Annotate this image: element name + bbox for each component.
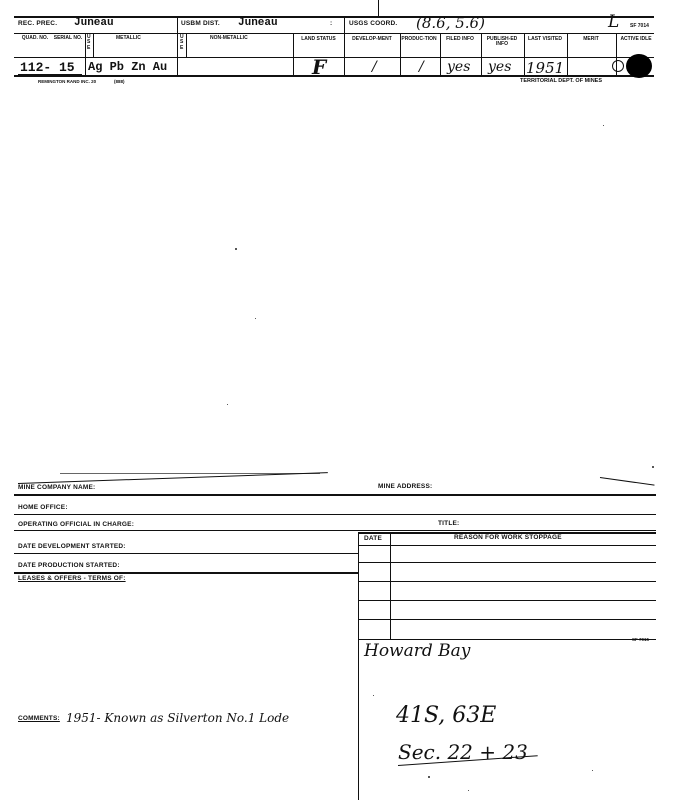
colon-mark: : bbox=[330, 20, 333, 27]
active-indicator-icon bbox=[612, 60, 624, 72]
usgs-coord-value: (8.6, 5.6) bbox=[416, 14, 485, 32]
note-sections: Sec. 22 + 23 bbox=[398, 740, 528, 764]
corner-mark: L bbox=[608, 12, 620, 32]
rec-prec-label: REC. PREC. bbox=[18, 20, 58, 27]
land-status-value: F bbox=[312, 55, 327, 79]
col-use-nonmetallic: U S E bbox=[180, 34, 184, 51]
development-value: / bbox=[372, 59, 377, 75]
mine-address-label: MINE ADDRESS: bbox=[378, 483, 433, 490]
edge-line bbox=[600, 477, 655, 486]
usgs-coord-label: USGS COORD. bbox=[349, 20, 398, 27]
rule bbox=[358, 639, 656, 640]
speck bbox=[373, 695, 374, 696]
col-serial-no: SERIAL NO. bbox=[53, 35, 83, 41]
rule-mid bbox=[14, 33, 654, 34]
rule bbox=[358, 545, 656, 546]
production-value: / bbox=[419, 59, 424, 75]
divider bbox=[177, 16, 178, 75]
rule bbox=[14, 530, 656, 531]
quad-serial-value: 112- 15 bbox=[20, 60, 75, 75]
date-production-started-label: DATE PRODUCTION STARTED: bbox=[18, 562, 120, 569]
metallic-value: Ag Pb Zn Au bbox=[88, 60, 168, 74]
rec-prec-value: Juneau bbox=[74, 17, 114, 29]
rule bbox=[358, 581, 656, 582]
col-last-visited: LAST VISITED bbox=[528, 36, 562, 42]
speck bbox=[227, 404, 228, 405]
col-development: DEVELOP-MENT bbox=[352, 36, 392, 42]
speck bbox=[255, 318, 256, 319]
speck bbox=[652, 466, 654, 468]
dept-imprint: TERRITORIAL DEPT. OF MINES bbox=[520, 78, 602, 84]
divider bbox=[344, 16, 345, 75]
divider bbox=[390, 532, 391, 640]
col-filed-info: FILED INFO bbox=[446, 36, 474, 42]
date-development-started-label: DATE DEVELOPMENT STARTED: bbox=[18, 543, 126, 550]
col-use-metallic: U S E bbox=[87, 34, 91, 51]
speck bbox=[468, 790, 469, 791]
divider bbox=[93, 33, 94, 57]
col-land-status: LAND STATUS bbox=[301, 36, 336, 42]
speck bbox=[592, 770, 593, 771]
divider bbox=[85, 33, 86, 75]
usbm-dist-label: USBM DIST. bbox=[181, 20, 220, 27]
form-number-top: SF 7014 bbox=[630, 23, 649, 29]
rule bbox=[14, 572, 358, 574]
rule bbox=[358, 562, 656, 563]
operating-official-label: OPERATING OFFICIAL IN CHARGE: bbox=[18, 521, 135, 528]
rule bbox=[14, 553, 358, 554]
rule-row bbox=[14, 57, 654, 58]
col-merit: MERIT bbox=[583, 36, 599, 42]
rule bbox=[14, 494, 656, 496]
comments-label: COMMENTS: bbox=[18, 715, 60, 722]
rule bbox=[358, 600, 656, 601]
underline bbox=[18, 74, 82, 76]
idle-indicator-icon bbox=[626, 54, 652, 78]
home-office-label: HOME OFFICE: bbox=[18, 504, 68, 511]
printer-code: (888) bbox=[114, 79, 125, 84]
title-label: TITLE: bbox=[438, 520, 460, 527]
mine-company-name-label: MINE COMPANY NAME: bbox=[18, 484, 96, 491]
note-location: 41S, 63E bbox=[396, 703, 497, 728]
speck bbox=[235, 248, 237, 250]
col-metallic: METALLIC bbox=[116, 35, 141, 41]
lower-vertical-divider bbox=[358, 532, 359, 800]
registration-tick bbox=[378, 0, 379, 16]
speck bbox=[428, 776, 430, 778]
speck bbox=[603, 125, 604, 126]
comments-value: 1951- Known as Silverton No.1 Lode bbox=[66, 711, 290, 725]
filed-info-value: yes bbox=[447, 59, 471, 75]
leases-label: LEASES & OFFERS - TERMS OF: bbox=[18, 575, 126, 582]
published-info-value: yes bbox=[488, 59, 512, 75]
note-name: Howard Bay bbox=[364, 641, 471, 661]
last-visited-value: 1951 bbox=[526, 59, 565, 77]
reason-column-header: REASON FOR WORK STOPPAGE bbox=[454, 534, 562, 541]
col-production: PRODUC-TION bbox=[401, 36, 437, 42]
divider bbox=[186, 33, 187, 57]
col-published-info: PUBLISH-ED INFO bbox=[486, 36, 518, 48]
form-number-bottom: SF 7015 bbox=[632, 637, 650, 642]
printer-imprint: REMINGTON RAND INC. 20 bbox=[38, 79, 97, 84]
usbm-dist-value: Juneau bbox=[238, 17, 278, 29]
rule bbox=[358, 619, 656, 620]
col-active-idle: ACTIVE IDLE bbox=[620, 36, 652, 42]
col-non-metallic: NON-METALLIC bbox=[210, 35, 248, 41]
rule bbox=[14, 514, 656, 515]
date-column-header: DATE bbox=[364, 535, 383, 542]
col-quad-no: QUAD. NO. bbox=[21, 35, 49, 41]
